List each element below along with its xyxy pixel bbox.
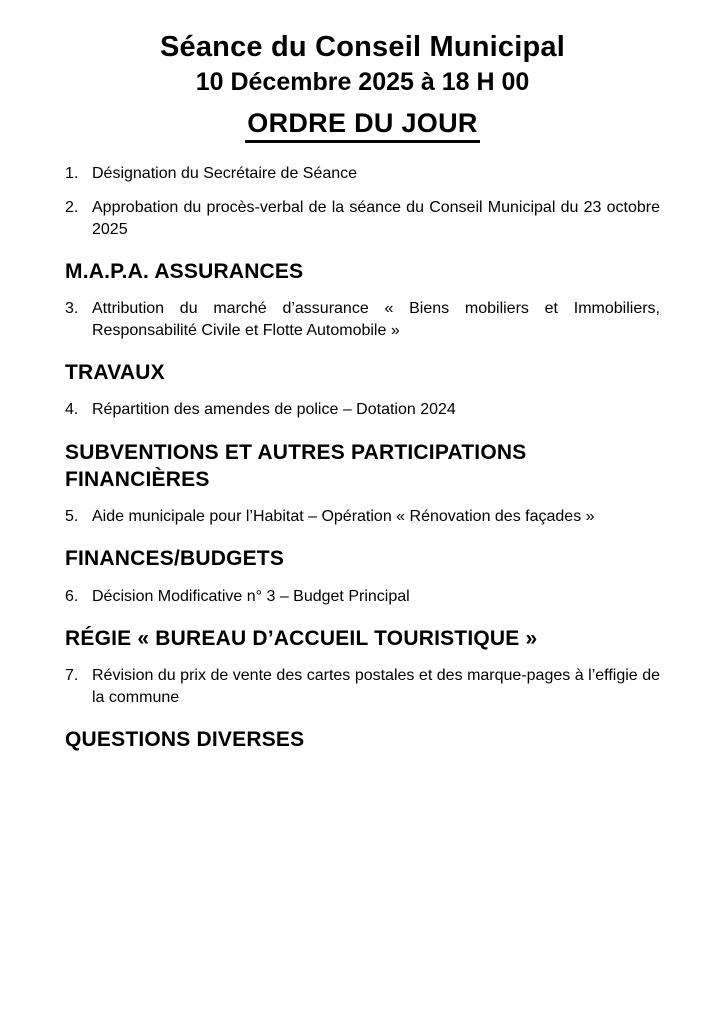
- agenda-section: [65, 625, 660, 709]
- agenda-section: [65, 545, 660, 607]
- item-number: 6.: [65, 587, 79, 605]
- agenda-section: [65, 258, 660, 342]
- item-text: Répartition des amendes de police – Dotation 2024: [92, 401, 456, 419]
- agenda-heading: ORDRE DU JOUR: [245, 109, 479, 144]
- document-datetime: 10 Décembre 2025 à 18 H 00: [195, 67, 530, 96]
- item-text: Révision du prix de vente des cartes postales et des marque-pages à l’effigie de la commune: [92, 666, 660, 706]
- agenda-list-item: [65, 506, 660, 528]
- section-heading: M.A.P.A. ASSURANCES: [65, 259, 304, 283]
- agenda-list-item: [65, 163, 660, 185]
- agenda-section: [65, 726, 660, 753]
- section-heading: QUESTIONS DIVERSES: [65, 728, 305, 752]
- section-heading: FINANCES/BUDGETS: [65, 547, 285, 571]
- section-heading: TRAVAUX: [65, 361, 165, 385]
- agenda-body: [65, 163, 660, 753]
- document-title: Séance du Conseil Municipal: [159, 31, 566, 63]
- item-number: 1.: [65, 165, 79, 183]
- agenda-list-item: [65, 298, 660, 342]
- item-text: Aide municipale pour l’Habitat – Opération « Rénovation des façades »: [92, 508, 595, 526]
- section-heading: SUBVENTIONS ET AUTRES PARTICIPATIONS FINANCIÈRES: [65, 440, 527, 491]
- agenda-heading-wrap: [65, 109, 660, 144]
- item-number: 4.: [65, 401, 79, 419]
- agenda-list-item: [65, 665, 660, 709]
- agenda-list-item: [65, 586, 660, 608]
- agenda-list-item: [65, 197, 660, 241]
- agenda-list-item: [65, 399, 660, 421]
- item-number: 3.: [65, 300, 79, 318]
- agenda-section: [65, 163, 660, 240]
- item-text: Approbation du procès-verbal de la séance du Conseil Municipal du 23 octobre 2025: [92, 198, 660, 238]
- item-text: Attribution du marché d’assurance « Biens mobiliers et Immobiliers, Responsabilité Civile et Flotte Automobile »: [92, 300, 660, 340]
- section-heading: RÉGIE « BUREAU D’ACCUEIL TOURISTIQUE »: [65, 626, 538, 650]
- item-number: 7.: [65, 666, 79, 684]
- agenda-section: [65, 359, 660, 421]
- agenda-section: [65, 439, 660, 529]
- item-number: 5.: [65, 508, 79, 526]
- item-text: Désignation du Secrétaire de Séance: [92, 165, 358, 183]
- item-number: 2.: [65, 198, 79, 216]
- item-text: Décision Modificative n° 3 – Budget Principal: [92, 587, 410, 605]
